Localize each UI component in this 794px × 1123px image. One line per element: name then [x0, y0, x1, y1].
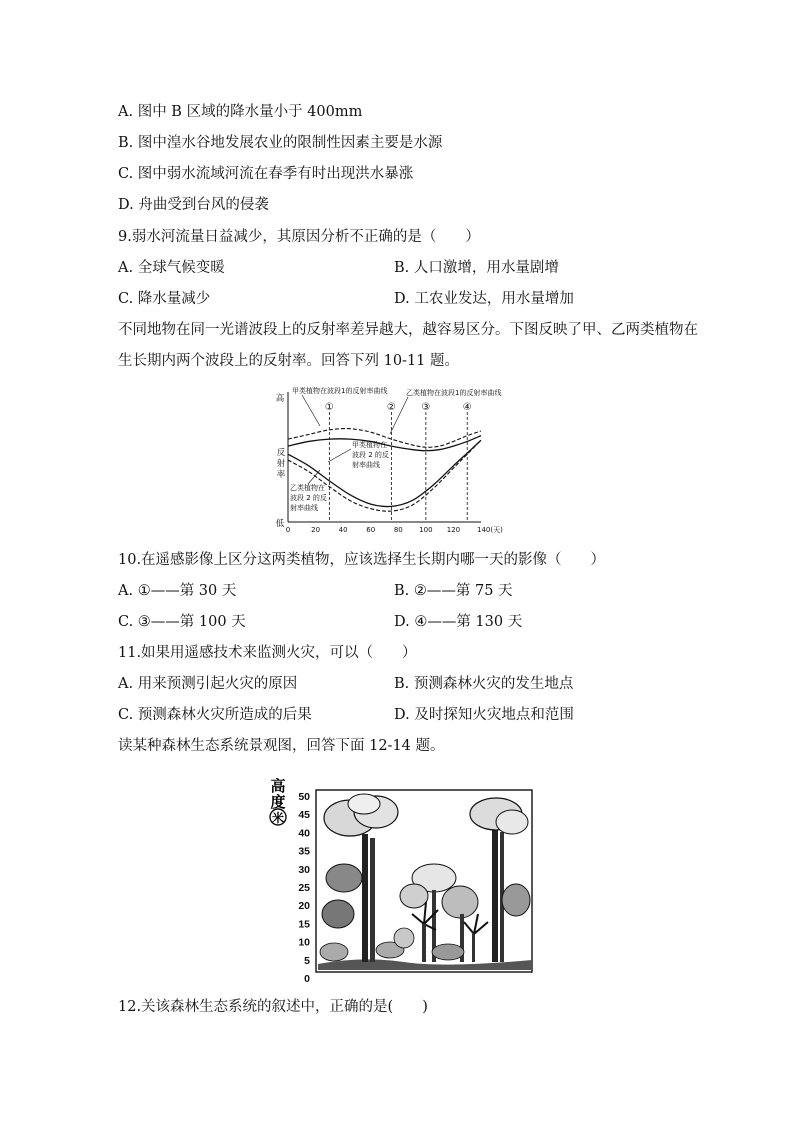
- q9-option-b: B. 人口激增，用水量剧增: [394, 260, 559, 276]
- forest-y-ticks: [298, 791, 310, 985]
- forest-y-title-2: 度: [270, 794, 286, 811]
- forest-y-tick: 10: [298, 936, 310, 949]
- reflectance-chart: [268, 384, 503, 540]
- q10-option-d: D. ④——第 130 天: [394, 614, 523, 630]
- annotation-jia-band1: 甲类植物在波段1的反射率曲线: [292, 387, 388, 395]
- forest-y-tick: 25: [298, 882, 310, 894]
- annotation-yi-band1: 乙类植物在波段1的反射率曲线: [406, 389, 502, 397]
- q9-option-a: A. 全球气候变暖: [118, 260, 225, 276]
- q11-option-c: C. 预测森林火灾所造成的后果: [118, 707, 312, 723]
- q11-option-b: B. 预测森林火灾的发生地点: [394, 676, 574, 692]
- marker-label: ③: [421, 402, 431, 413]
- forest-y-title-3: 米: [271, 811, 285, 825]
- forest-y-tick: 45: [298, 809, 310, 822]
- q11-option-d: D. 及时探知火灾地点和范围: [394, 707, 574, 723]
- x-tick-label: 20: [311, 526, 321, 534]
- forest-y-tick: 35: [298, 845, 310, 858]
- forest-y-title-1: 高: [270, 778, 286, 795]
- x-tick-label: 40: [338, 526, 348, 534]
- forest-y-tick: 5: [304, 954, 310, 967]
- x-tick-label: 60: [366, 526, 376, 534]
- q8-option-c: C. 图中弱水流域河流在春季有时出现洪水暴涨: [118, 166, 414, 182]
- q9-stem: 9.弱水河流量日益减少，其原因分析不正确的是（ ）: [118, 229, 480, 245]
- x-tick-labels: [286, 526, 503, 534]
- y-high-label: 高: [275, 394, 285, 404]
- forest-y-tick: 20: [298, 900, 310, 913]
- annotation-yi-band2-3: 射率曲线: [290, 504, 318, 512]
- q11-stem: 11.如果用遥感技术来监测火灾，可以（ ）: [118, 645, 417, 661]
- q9-option-c: C. 降水量减少: [118, 291, 211, 307]
- forest-y-tick: 15: [298, 918, 310, 931]
- x-tick-label: 0: [285, 526, 291, 534]
- annotation-jia-band2-2: 波段 2 的反: [352, 451, 389, 459]
- x-tick-label: 80: [393, 526, 403, 534]
- x-tick-label: 140(天): [477, 526, 503, 534]
- annotation-jia-band2-1: 甲类植物在: [352, 441, 387, 449]
- forest-y-tick: 30: [298, 863, 310, 876]
- forest-y-tick: 50: [298, 791, 310, 803]
- x-tick-label: 100: [419, 526, 433, 534]
- q12-stem: 12.关该森林生态系统的叙述中，正确的是( ): [118, 999, 428, 1015]
- forest-figure: [264, 774, 536, 986]
- y-label-3: 率: [276, 470, 286, 480]
- marker-label: ②: [386, 402, 396, 413]
- intro-10-11-line2: 生长期内两个波段上的反射率。回答下列 10-11 题。: [118, 353, 460, 369]
- marker-label: ①: [324, 402, 334, 413]
- x-tick-label: 120: [446, 526, 461, 534]
- y-low-label: 低: [275, 519, 285, 529]
- intro-10-11-line1: 不同地物在同一光谱波段上的反射率差异越大，越容易区分。下图反映了甲、乙两类植物在: [118, 322, 698, 338]
- marker-label: ④: [462, 402, 472, 413]
- day-markers: [325, 402, 472, 522]
- q10-stem: 10.在遥感影像上区分这两类植物，应该选择生长期内哪一天的影像（ ）: [118, 552, 606, 568]
- annotation-jia-band1-leader: [302, 395, 320, 426]
- q11-option-a: A. 用来预测引起火灾的原因: [118, 676, 298, 692]
- y-label-2: 射: [276, 459, 286, 469]
- q8-option-d: D. 舟曲受到台风的侵袭: [118, 197, 269, 213]
- forest-y-tick: 0: [304, 973, 310, 985]
- q8-option-a: A. 图中 B 区域的降水量小于 400mm: [118, 104, 363, 120]
- q10-option-a: A. ①——第 30 天: [118, 583, 237, 599]
- annotation-yi-band2-2: 波段 2 的反: [290, 494, 327, 502]
- annotation-jia-band2-leader: [328, 449, 351, 462]
- forest-y-tick: 40: [298, 827, 310, 840]
- annotation-yi-band2-1: 乙类植物在: [290, 484, 325, 492]
- q8-option-b: B. 图中湟水谷地发展农业的限制性因素主要是水源: [118, 135, 443, 151]
- annotation-jia-band2-3: 射率曲线: [352, 461, 380, 469]
- intro-12-14: 读某种森林生态系统景观图，回答下面 12-14 题。: [118, 738, 445, 754]
- q10-option-b: B. ②——第 75 天: [394, 583, 513, 599]
- q9-option-d: D. 工农业发达，用水量增加: [394, 291, 574, 307]
- y-label-1: 反: [276, 448, 286, 458]
- q10-option-c: C. ③——第 100 天: [118, 614, 246, 630]
